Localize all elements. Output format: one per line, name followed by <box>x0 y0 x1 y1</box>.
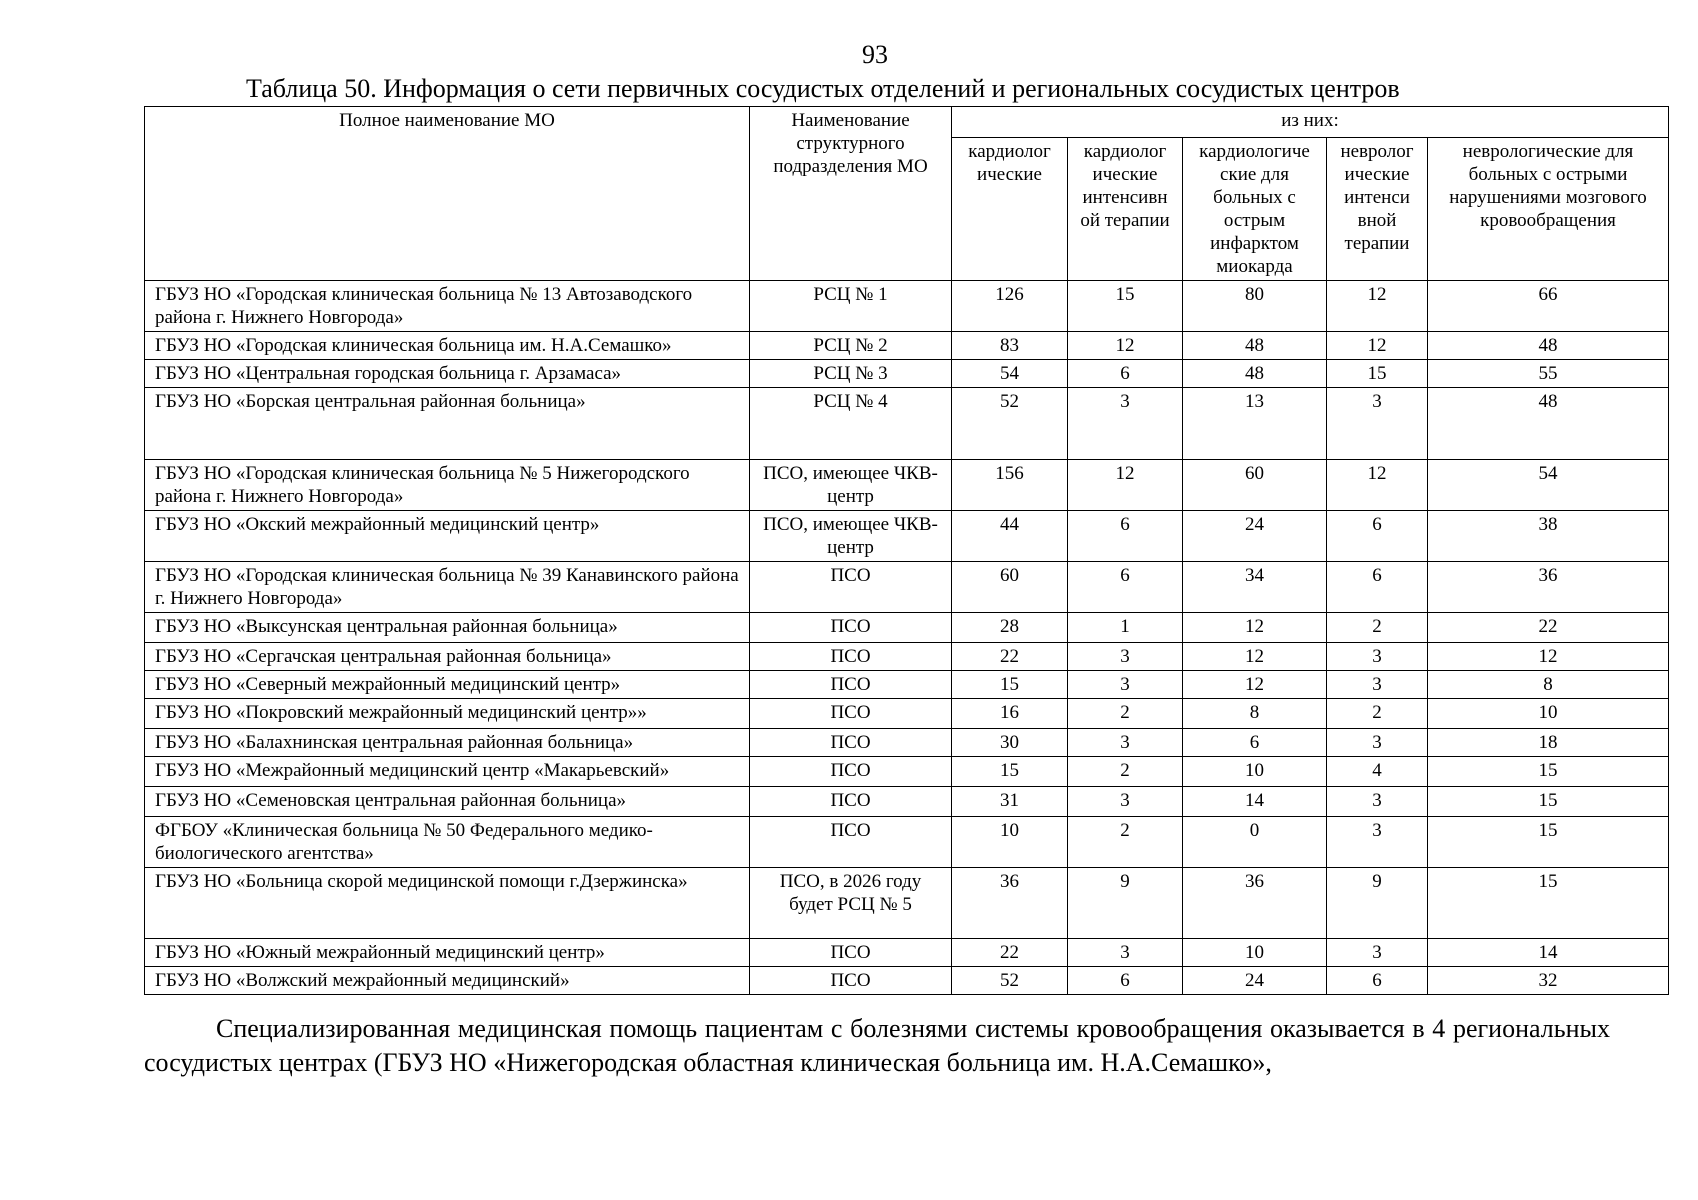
cell-full-name: ГБУЗ НО «Городская клиническая больница № 5 Нижегородского района г. Нижнего Новгорода» <box>145 460 750 511</box>
cell-cardiology-intensive: 3 <box>1068 388 1183 460</box>
cell-cardiology: 44 <box>952 511 1068 562</box>
body-paragraph: Специализированная медицинская помощь пациентам с болезнями системы кровообращения оказывается в 4 региональных сосудистых центрах (ГБУЗ НО «Нижегородская областная клиническая больница им. Н.А.Семашко», <box>144 1014 1610 1077</box>
cell-neurology-intensive: 3 <box>1327 787 1428 817</box>
table-row <box>145 671 1669 699</box>
cell-cardiology: 156 <box>952 460 1068 511</box>
cell-full-name: ГБУЗ НО «Балахнинская центральная районная больница» <box>145 729 750 757</box>
cell-cardiology-intensive: 15 <box>1068 281 1183 332</box>
cell-full-name: ГБУЗ НО «Межрайонный медицинский центр «Макарьевский» <box>145 757 750 787</box>
cell-structural-unit: РСЦ № 2 <box>750 332 952 360</box>
header-structural-unit: Наименование структурного подразделения МО <box>750 107 952 281</box>
cell-structural-unit: ПСО <box>750 757 952 787</box>
cell-cardiology-infarction: 14 <box>1183 787 1327 817</box>
cell-cardiology-intensive: 3 <box>1068 729 1183 757</box>
cell-cardiology: 54 <box>952 360 1068 388</box>
cell-neurology-intensive: 3 <box>1327 671 1428 699</box>
cell-cardiology-intensive: 2 <box>1068 817 1183 868</box>
table-row <box>145 868 1669 939</box>
table-row <box>145 332 1669 360</box>
header-cardiology: кардиолог ические <box>952 138 1068 281</box>
cell-structural-unit: ПСО <box>750 562 952 613</box>
cell-cardiology-infarction: 0 <box>1183 817 1327 868</box>
cell-cardiology: 52 <box>952 388 1068 460</box>
cell-cardiology-infarction: 60 <box>1183 460 1327 511</box>
header-full-name: Полное наименование МО <box>145 107 750 281</box>
cell-neurology-stroke: 36 <box>1428 562 1669 613</box>
cell-neurology-stroke: 55 <box>1428 360 1669 388</box>
cell-cardiology-intensive: 6 <box>1068 562 1183 613</box>
cell-cardiology-infarction: 24 <box>1183 511 1327 562</box>
cell-full-name: ГБУЗ НО «Покровский межрайонный медицинский центр»» <box>145 699 750 729</box>
cell-neurology-stroke: 15 <box>1428 817 1669 868</box>
cell-neurology-intensive: 2 <box>1327 699 1428 729</box>
cell-cardiology-infarction: 12 <box>1183 643 1327 671</box>
cell-cardiology-intensive: 12 <box>1068 460 1183 511</box>
cell-neurology-intensive: 6 <box>1327 967 1428 995</box>
cell-neurology-intensive: 6 <box>1327 511 1428 562</box>
cell-cardiology-infarction: 80 <box>1183 281 1327 332</box>
cell-cardiology: 22 <box>952 643 1068 671</box>
cell-neurology-stroke: 38 <box>1428 511 1669 562</box>
cell-cardiology-intensive: 3 <box>1068 939 1183 967</box>
cell-neurology-stroke: 48 <box>1428 388 1669 460</box>
cell-cardiology-infarction: 34 <box>1183 562 1327 613</box>
cell-cardiology-intensive: 6 <box>1068 360 1183 388</box>
cell-cardiology: 31 <box>952 787 1068 817</box>
cell-cardiology: 10 <box>952 817 1068 868</box>
cell-cardiology: 83 <box>952 332 1068 360</box>
cell-full-name: ГБУЗ НО «Сергачская центральная районная больница» <box>145 643 750 671</box>
cell-structural-unit: РСЦ № 4 <box>750 388 952 460</box>
table-row <box>145 360 1669 388</box>
cell-full-name: ГБУЗ НО «Борская центральная районная больница» <box>145 388 750 460</box>
table-row <box>145 562 1669 613</box>
cell-neurology-stroke: 14 <box>1428 939 1669 967</box>
cell-cardiology: 28 <box>952 613 1068 643</box>
cell-cardiology-intensive: 3 <box>1068 643 1183 671</box>
page-number: 93 <box>862 40 888 69</box>
cell-structural-unit: ПСО <box>750 699 952 729</box>
cell-structural-unit: ПСО, имеющее ЧКВ-центр <box>750 460 952 511</box>
cell-neurology-stroke: 15 <box>1428 787 1669 817</box>
cell-full-name: ГБУЗ НО «Городская клиническая больница № 13 Автозаводского района г. Нижнего Новгорода» <box>145 281 750 332</box>
cell-neurology-stroke: 22 <box>1428 613 1669 643</box>
table-body <box>145 281 1669 995</box>
cell-neurology-intensive: 9 <box>1327 868 1428 939</box>
table-row <box>145 281 1669 332</box>
table-row <box>145 817 1669 868</box>
cell-neurology-stroke: 54 <box>1428 460 1669 511</box>
table-row <box>145 967 1669 995</box>
cell-structural-unit: ПСО <box>750 643 952 671</box>
cell-full-name: ГБУЗ НО «Городская клиническая больница № 39 Канавинского района г. Нижнего Новгорода» <box>145 562 750 613</box>
cell-full-name: ГБУЗ НО «Центральная городская больница г. Арзамаса» <box>145 360 750 388</box>
table-row <box>145 613 1669 643</box>
header-neurology-stroke: неврологические для больных с острыми нарушениями мозгового кровообращения <box>1428 138 1669 281</box>
header-cardiology-intensive: кардиолог ические интенсивн ой терапии <box>1068 138 1183 281</box>
cell-cardiology-infarction: 10 <box>1183 939 1327 967</box>
table-row <box>145 699 1669 729</box>
cell-cardiology-intensive: 3 <box>1068 671 1183 699</box>
cell-cardiology-infarction: 6 <box>1183 729 1327 757</box>
cell-structural-unit: ПСО <box>750 729 952 757</box>
cell-structural-unit: ПСО <box>750 671 952 699</box>
cell-neurology-intensive: 2 <box>1327 613 1428 643</box>
header-cardiology-infarction: кардиологиче ские для больных с острым инфарктом миокарда <box>1183 138 1327 281</box>
cell-cardiology-intensive: 2 <box>1068 757 1183 787</box>
cell-neurology-intensive: 12 <box>1327 281 1428 332</box>
cell-neurology-intensive: 12 <box>1327 332 1428 360</box>
cell-cardiology: 16 <box>952 699 1068 729</box>
cell-neurology-intensive: 3 <box>1327 388 1428 460</box>
cell-full-name: ГБУЗ НО «Окский межрайонный медицинский центр» <box>145 511 750 562</box>
header-neurology-intensive: невролог ические интенси вной терапии <box>1327 138 1428 281</box>
cell-cardiology: 15 <box>952 757 1068 787</box>
cell-full-name: ГБУЗ НО «Выксунская центральная районная больница» <box>145 613 750 643</box>
cell-structural-unit: ПСО <box>750 817 952 868</box>
cell-neurology-stroke: 18 <box>1428 729 1669 757</box>
cell-structural-unit: РСЦ № 1 <box>750 281 952 332</box>
table-title: Таблица 50. Информация о сети первичных сосудистых отделений и региональных сосудистых центров <box>246 74 1400 103</box>
cell-full-name: ФГБОУ «Клиническая больница № 50 Федерального медико-биологического агентства» <box>145 817 750 868</box>
table-row <box>145 787 1669 817</box>
cell-cardiology-intensive: 6 <box>1068 511 1183 562</box>
table-row <box>145 388 1669 460</box>
cell-full-name: ГБУЗ НО «Волжский межрайонный медицинский» <box>145 967 750 995</box>
cell-neurology-stroke: 8 <box>1428 671 1669 699</box>
cell-neurology-intensive: 3 <box>1327 729 1428 757</box>
cell-cardiology-intensive: 2 <box>1068 699 1183 729</box>
cell-neurology-stroke: 12 <box>1428 643 1669 671</box>
cell-cardiology-intensive: 3 <box>1068 787 1183 817</box>
cell-cardiology-infarction: 12 <box>1183 671 1327 699</box>
cell-cardiology-infarction: 13 <box>1183 388 1327 460</box>
table-row <box>145 643 1669 671</box>
table-row <box>145 460 1669 511</box>
cell-structural-unit: ПСО <box>750 787 952 817</box>
vascular-centers-table <box>144 106 1669 995</box>
cell-neurology-intensive: 15 <box>1327 360 1428 388</box>
cell-cardiology: 30 <box>952 729 1068 757</box>
table-row <box>145 939 1669 967</box>
cell-structural-unit: ПСО, в 2026 году будет РСЦ № 5 <box>750 868 952 939</box>
cell-neurology-intensive: 12 <box>1327 460 1428 511</box>
cell-cardiology: 60 <box>952 562 1068 613</box>
cell-cardiology-infarction: 36 <box>1183 868 1327 939</box>
cell-neurology-intensive: 3 <box>1327 643 1428 671</box>
cell-neurology-stroke: 10 <box>1428 699 1669 729</box>
cell-neurology-intensive: 6 <box>1327 562 1428 613</box>
cell-cardiology-infarction: 48 <box>1183 332 1327 360</box>
table-row <box>145 757 1669 787</box>
cell-structural-unit: РСЦ № 3 <box>750 360 952 388</box>
cell-cardiology-infarction: 12 <box>1183 613 1327 643</box>
cell-cardiology-intensive: 9 <box>1068 868 1183 939</box>
cell-cardiology: 22 <box>952 939 1068 967</box>
cell-neurology-stroke: 15 <box>1428 757 1669 787</box>
cell-full-name: ГБУЗ НО «Городская клиническая больница им. Н.А.Семашко» <box>145 332 750 360</box>
cell-full-name: ГБУЗ НО «Северный межрайонный медицинский центр» <box>145 671 750 699</box>
cell-structural-unit: ПСО <box>750 939 952 967</box>
cell-neurology-stroke: 32 <box>1428 967 1669 995</box>
cell-structural-unit: ПСО <box>750 967 952 995</box>
cell-cardiology-infarction: 24 <box>1183 967 1327 995</box>
cell-cardiology-intensive: 12 <box>1068 332 1183 360</box>
cell-cardiology-infarction: 10 <box>1183 757 1327 787</box>
cell-full-name: ГБУЗ НО «Семеновская центральная районная больница» <box>145 787 750 817</box>
cell-cardiology-intensive: 6 <box>1068 967 1183 995</box>
cell-cardiology: 36 <box>952 868 1068 939</box>
cell-neurology-stroke: 15 <box>1428 868 1669 939</box>
cell-neurology-stroke: 66 <box>1428 281 1669 332</box>
cell-cardiology: 126 <box>952 281 1068 332</box>
cell-cardiology: 15 <box>952 671 1068 699</box>
cell-neurology-stroke: 48 <box>1428 332 1669 360</box>
cell-cardiology-intensive: 1 <box>1068 613 1183 643</box>
cell-neurology-intensive: 3 <box>1327 939 1428 967</box>
header-of-them: из них: <box>952 107 1669 138</box>
cell-cardiology: 52 <box>952 967 1068 995</box>
cell-structural-unit: ПСО <box>750 613 952 643</box>
cell-neurology-intensive: 4 <box>1327 757 1428 787</box>
cell-full-name: ГБУЗ НО «Больница скорой медицинской помощи г.Дзержинска» <box>145 868 750 939</box>
cell-structural-unit: ПСО, имеющее ЧКВ-центр <box>750 511 952 562</box>
table-row <box>145 729 1669 757</box>
table-row <box>145 511 1669 562</box>
cell-neurology-intensive: 3 <box>1327 817 1428 868</box>
cell-full-name: ГБУЗ НО «Южный межрайонный медицинский центр» <box>145 939 750 967</box>
cell-cardiology-infarction: 48 <box>1183 360 1327 388</box>
cell-cardiology-infarction: 8 <box>1183 699 1327 729</box>
